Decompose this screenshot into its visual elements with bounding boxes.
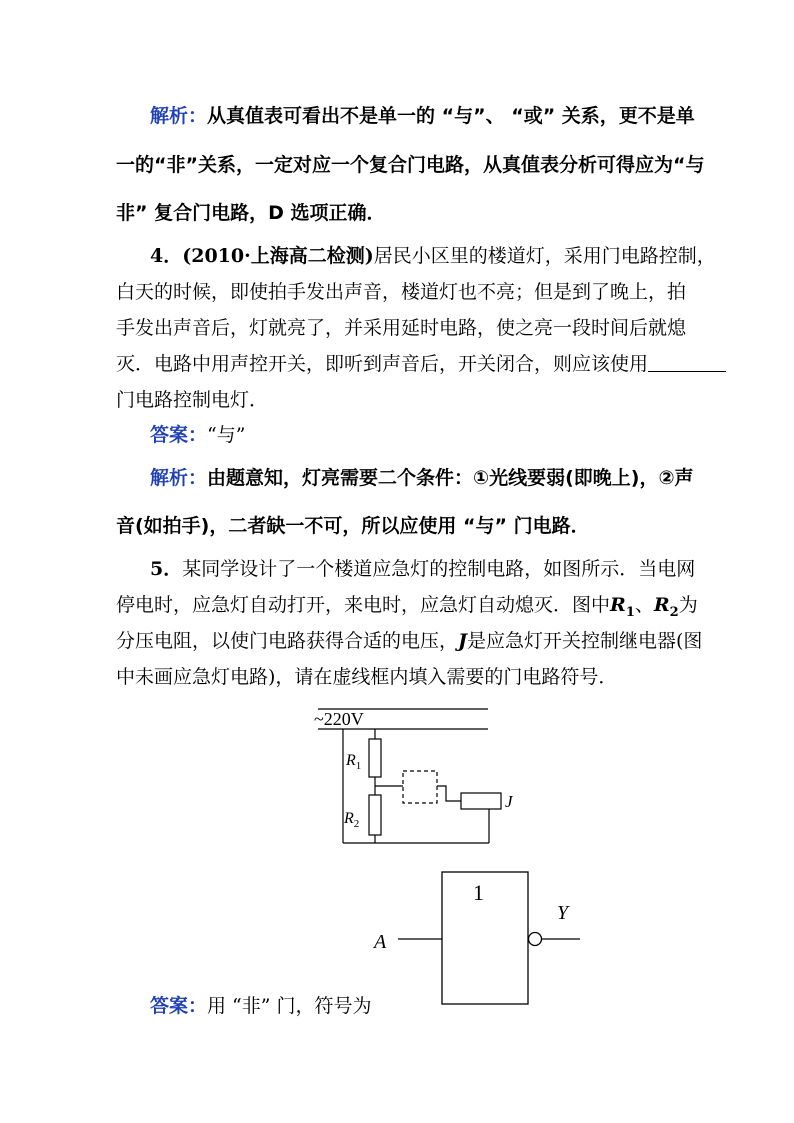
inversion-bubble — [529, 933, 542, 946]
explanation-4-line-2: 音(如拍手)，二者缺一不可，所以应使用 “与” 门电路． — [116, 515, 590, 537]
question-4-line-3: 手发出声音后，灯就亮了，并采用延时电路，使之亮一段时间后就熄 — [116, 317, 687, 339]
answer-5: 答案：用 “非” 门，符号为 — [150, 995, 372, 1017]
question-4-line-5: 门电路控制电灯． — [116, 389, 269, 411]
relay-j — [461, 793, 501, 809]
circuit-diagram — [300, 695, 513, 855]
question-4-line-4: 灭．电路中用声控开关，即听到声音后，开关闭合，则应该使用 — [116, 351, 726, 377]
explanation-3-line-1: 解析：从真值表可看出不是单一的 “与”、 “或” 关系，更不是单 — [150, 105, 695, 127]
question-source: (2010·上海高二检测) — [182, 245, 374, 267]
input-label: A — [374, 931, 387, 953]
question-5-line-3: 分压电阻，以使门电路获得合适的电压，J是应急灯开关控制继电器(图 — [116, 630, 703, 652]
explanation-label: 解析： — [150, 105, 208, 127]
question-4-line-1: 4．(2010·上海高二检测)居民小区里的楼道灯，采用门电路控制， — [150, 245, 716, 267]
question-number: 5． — [150, 558, 183, 580]
question-5-line-2: 停电时，应急灯自动打开，来电时，应急灯自动熄灭．图中$R_1$、$R_2$为 — [116, 594, 698, 620]
relay-label: J — [505, 792, 513, 811]
gate-body — [442, 872, 528, 1004]
explanation-label: 解析： — [150, 467, 208, 489]
explanation-3-line-3: 非” 复合门电路，D 选项正确． — [116, 202, 386, 224]
explanation-3-line-2: 一的“非”关系，一定对应一个复合门电路，从真值表分析可得应为“与 — [116, 154, 705, 176]
answer-4: 答案：“与” — [150, 424, 246, 446]
answer-blank — [648, 353, 726, 372]
output-label: Y — [557, 902, 569, 924]
gate-symbol-label: 1 — [473, 880, 484, 905]
answer-label: 答案： — [150, 424, 208, 446]
answer-label: 答案： — [150, 995, 208, 1017]
resistor-r1 — [369, 739, 381, 777]
voltage-label: ~220V — [314, 709, 364, 729]
question-5-line-1: 5．某同学设计了一个楼道应急灯的控制电路，如图所示．当电网 — [150, 558, 696, 580]
dashed-gate-box — [403, 771, 437, 803]
explanation-4-line-1: 解析：由题意知，灯亮需要二个条件：①光线要弱(即晚上)，②声 — [150, 467, 694, 489]
question-number: 4． — [150, 245, 183, 267]
r2-label: $R_2$ — [344, 810, 360, 830]
question-4-line-2: 白天的时候，即使拍手发出声音，楼道灯也不亮；但是到了晚上，拍 — [116, 281, 687, 303]
not-gate-symbol — [360, 862, 590, 1012]
r1-label: $R_1$ — [346, 752, 362, 772]
resistor-r2 — [369, 795, 381, 835]
question-5-line-4: 中未画应急灯电路)，请在虚线框内填入需要的门电路符号． — [116, 666, 618, 688]
gate-output-wire — [437, 786, 461, 801]
